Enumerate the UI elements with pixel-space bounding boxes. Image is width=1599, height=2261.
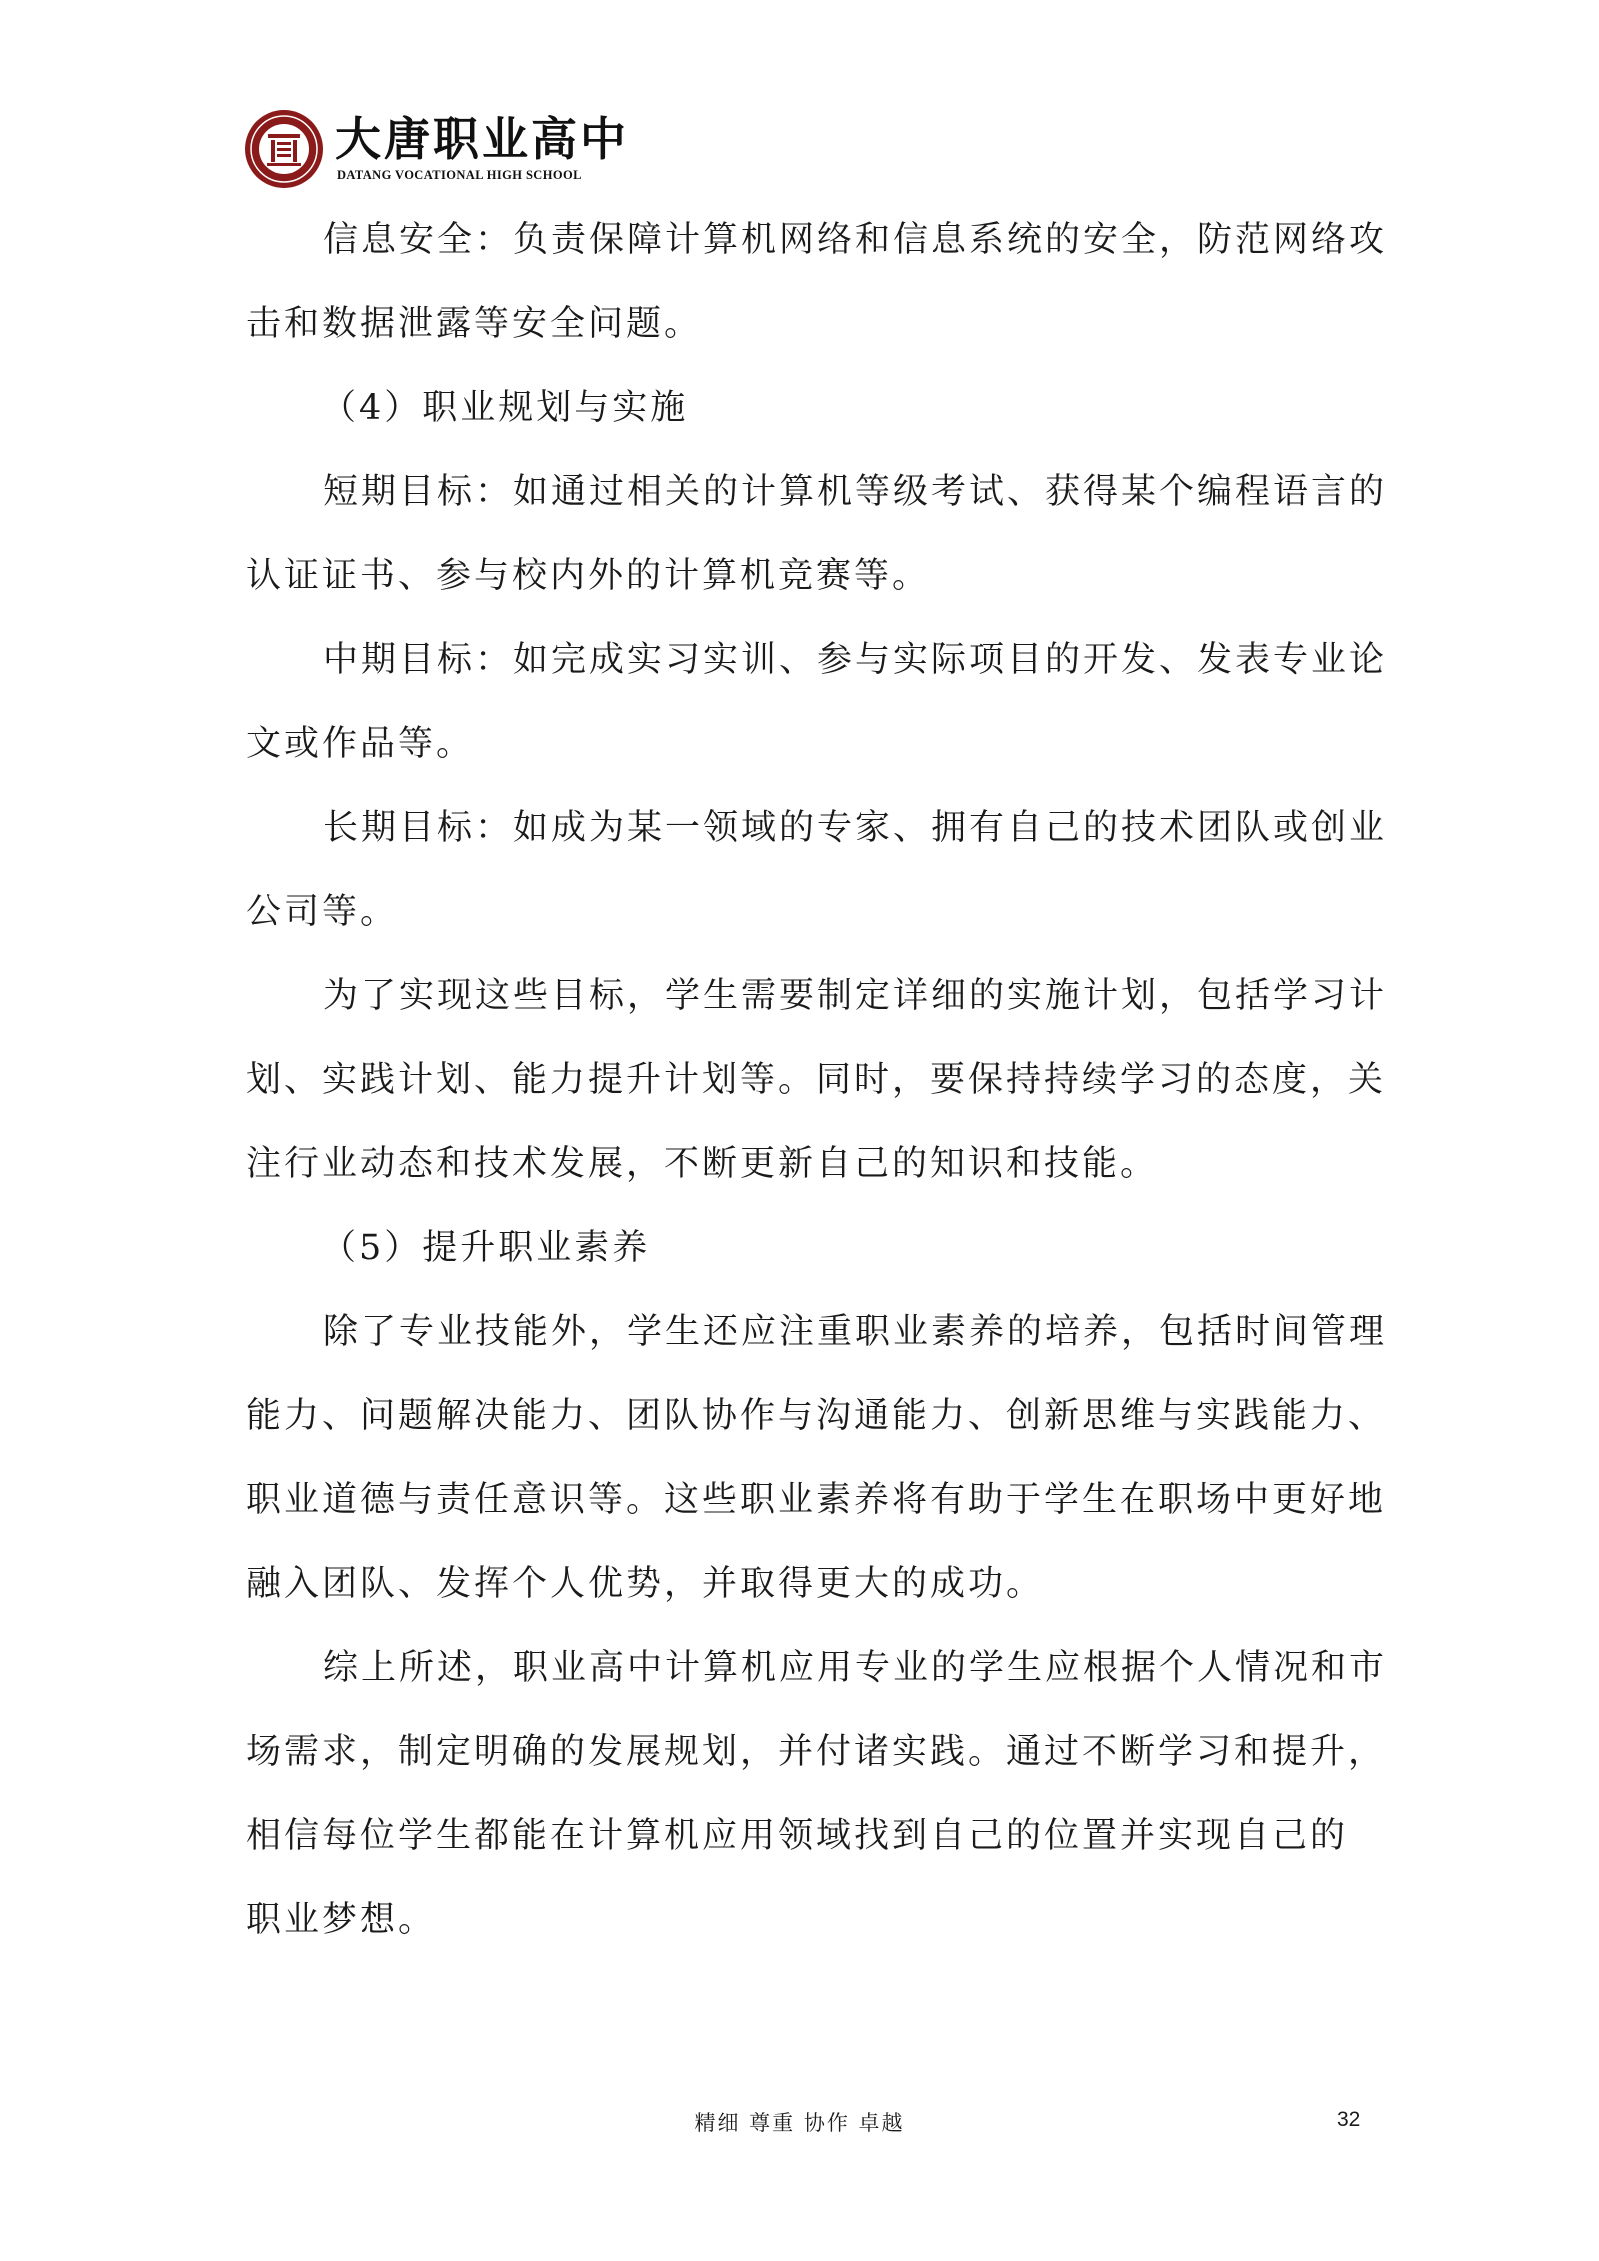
text-line: 相信每位学生都能在计算机应用领域找到自己的位置并实现自己的 bbox=[246, 1816, 1349, 1856]
text-line: 综上所述，职业高中计算机应用专业的学生应根据个人情况和市 bbox=[323, 1648, 1388, 1688]
text-line: 信息安全：负责保障计算机网络和信息系统的安全，防范网络攻 bbox=[323, 220, 1388, 260]
page-header bbox=[243, 108, 629, 190]
text-line: 公司等。 bbox=[246, 892, 399, 932]
text-line: 划、实践计划、能力提升计划等。同时，要保持持续学习的态度，关 bbox=[246, 1060, 1387, 1100]
footer-motto: 精细 尊重 协作 卓越 bbox=[694, 2111, 905, 2135]
text-line: 融入团队、发挥个人优势，并取得更大的成功。 bbox=[246, 1564, 1045, 1604]
text-line: 注行业动态和技术发展，不断更新自己的知识和技能。 bbox=[246, 1144, 1159, 1184]
school-name-chinese: 大唐职业高中 bbox=[335, 112, 629, 166]
page-number: 32 bbox=[1337, 2108, 1361, 2131]
text-line: 能力、问题解决能力、团队协作与沟通能力、创新思维与实践能力、 bbox=[246, 1396, 1387, 1436]
text-line: 为了实现这些目标，学生需要制定详细的实施计划，包括学习计 bbox=[323, 976, 1388, 1016]
text-line: 认证证书、参与校内外的计算机竞赛等。 bbox=[246, 556, 931, 596]
text-line: 文或作品等。 bbox=[246, 724, 475, 764]
text-line: 短期目标：如通过相关的计算机等级考试、获得某个编程语言的 bbox=[323, 472, 1388, 512]
text-line: 职业梦想。 bbox=[246, 1900, 437, 1940]
section-heading: （4）职业规划与实施 bbox=[321, 388, 689, 428]
text-line: 长期目标：如成为某一领域的专家、拥有自己的技术团队或创业 bbox=[323, 808, 1388, 848]
text-line: 职业道德与责任意识等。这些职业素养将有助于学生在职场中更好地 bbox=[246, 1480, 1387, 1520]
school-name-english: DATANG VOCATIONAL HIGH SCHOOL bbox=[337, 168, 582, 182]
text-line: 场需求，制定明确的发展规划，并付诸实践。通过不断学习和提升， bbox=[246, 1732, 1387, 1772]
section-heading: （5）提升职业素养 bbox=[321, 1228, 651, 1268]
text-line: 中期目标：如完成实习实训、参与实际项目的开发、发表专业论 bbox=[323, 640, 1388, 680]
text-line: 击和数据泄露等安全问题。 bbox=[246, 304, 703, 344]
text-line: 除了专业技能外，学生还应注重职业素养的培养，包括时间管理 bbox=[323, 1312, 1388, 1352]
school-seal-logo bbox=[243, 108, 325, 190]
